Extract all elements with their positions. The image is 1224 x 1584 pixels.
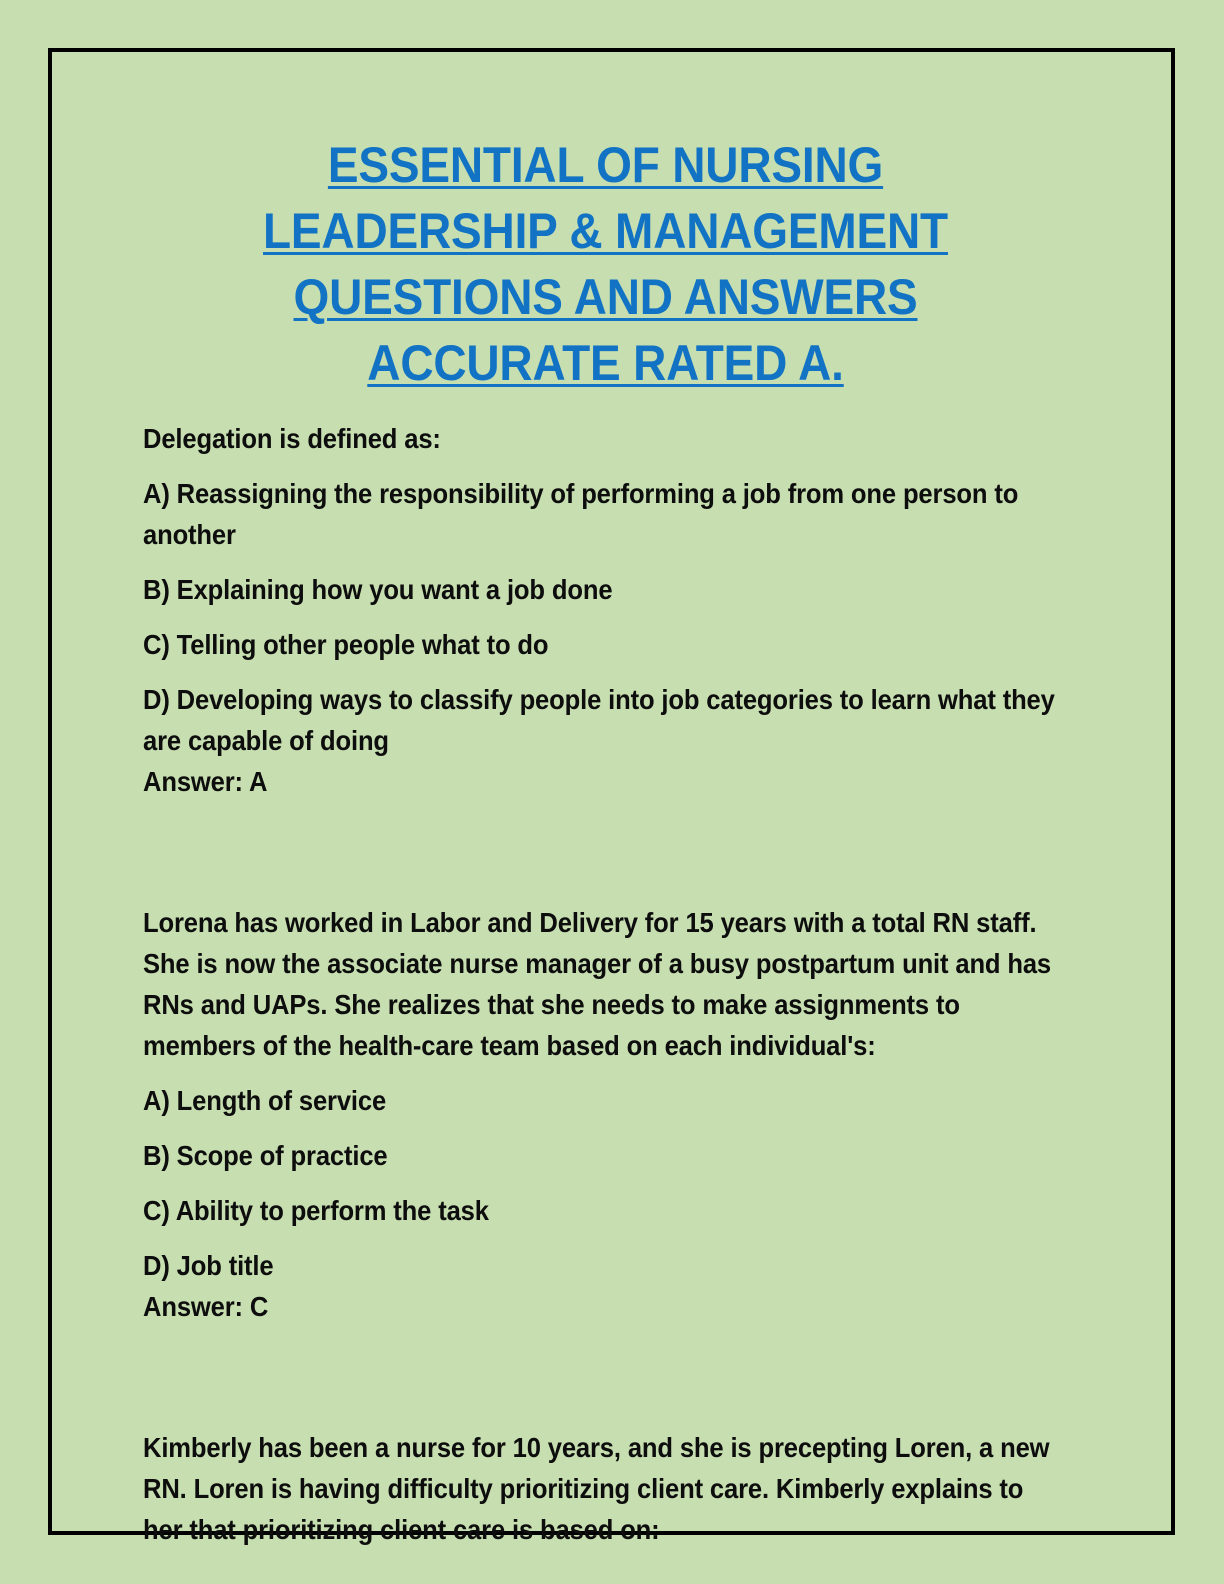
question-2-option-b: B) Scope of practice [143, 1140, 388, 1171]
question-2-answer: Answer: C [143, 1291, 269, 1322]
question-3-stem: Kimberly has been a nurse for 10 years, and she is precepting Loren, a new RN. Loren is having difficulty prioritizing client care. Kimberly explains to her that prioritizing client care is based on: [143, 1432, 1050, 1545]
question-1-option-d: D) Developing ways to classify people into job categories to learn what they are capable of doing [143, 684, 1055, 756]
page-title: ESSENTIAL OF NURSING LEADERSHIP & MANAGEMENT QUESTIONS AND ANSWERS ACCURATE RATED A. [263, 137, 948, 391]
document-content [143, 132, 1068, 1550]
question-2-stem: Lorena has worked in Labor and Delivery for 15 years with a total RN staff. She is now the associate nurse manager of a busy postpartum unit and has RNs and UAPs. She realizes that she needs to make assignments to members of the health-care team based on each individual's: [143, 907, 1052, 1061]
question-1-option-b: B) Explaining how you want a job done [143, 574, 613, 605]
question-1-option-c: C) Telling other people what to do [143, 629, 549, 660]
question-2-option-c: C) Ability to perform the task [143, 1195, 489, 1226]
question-1-option-a: A) Reassigning the responsibility of performing a job from one person to another [143, 478, 1019, 550]
question-2-option-d: D) Job title [143, 1250, 274, 1281]
question-1-answer: Answer: A [143, 766, 268, 797]
question-1-stem: Delegation is defined as: [143, 423, 441, 454]
question-2-option-a: A) Length of service [143, 1085, 387, 1116]
